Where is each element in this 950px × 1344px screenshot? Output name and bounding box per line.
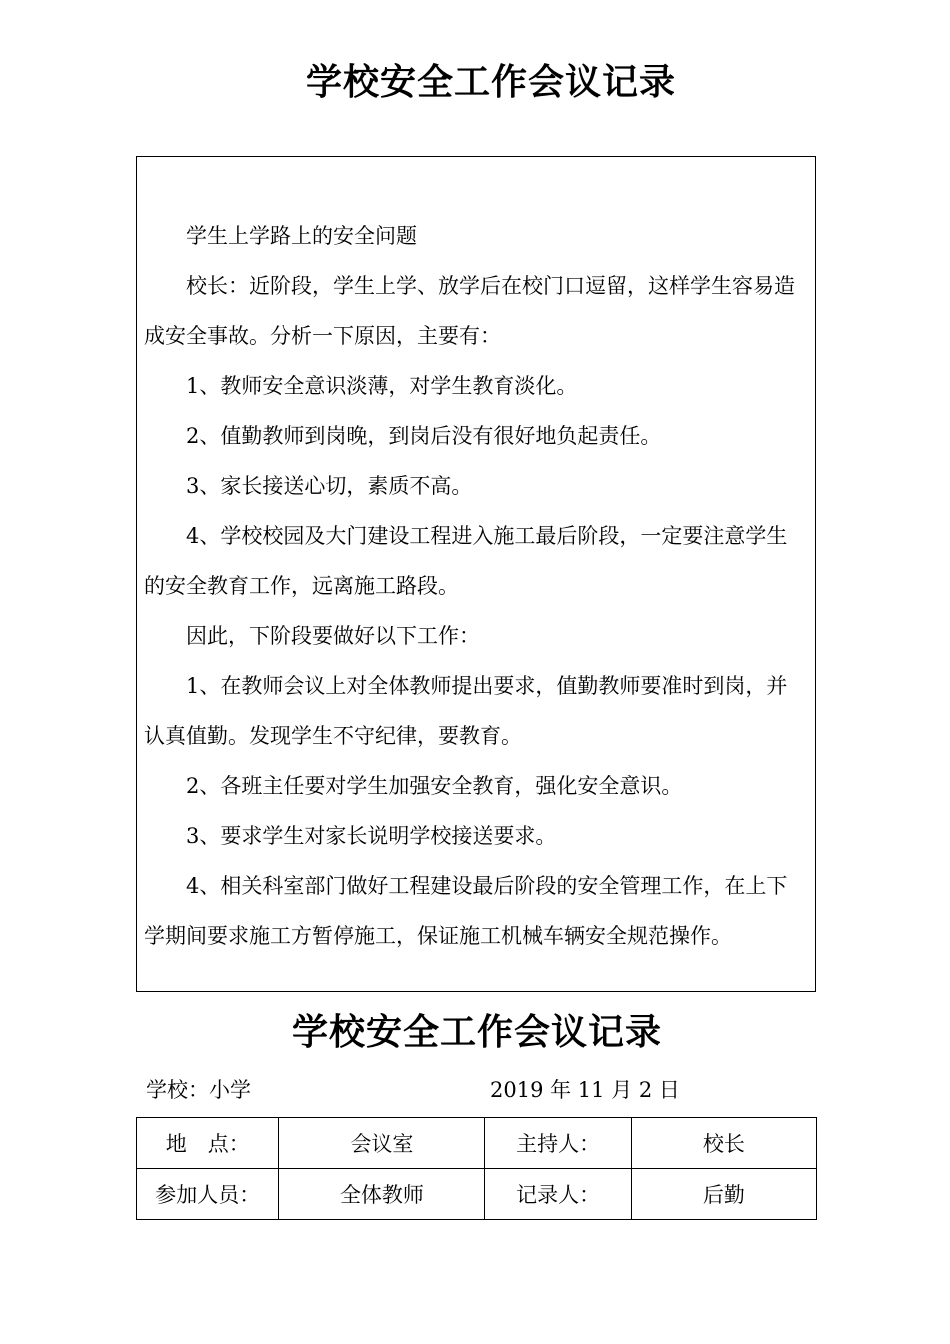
conclusion-intro: 因此，下阶段要做好以下工作： [186, 624, 480, 648]
host-value: 校长 [631, 1118, 816, 1169]
action-item-2: 2、各班主任要对学生加强安全教育，强化安全意识。 [186, 774, 683, 798]
location-label: 地 点： [137, 1118, 279, 1169]
minutes-content-box [136, 156, 816, 992]
reason-item-2: 2、值勤教师到岗晚，到岗后没有很好地负起责任。 [186, 424, 662, 448]
location-value: 会议室 [279, 1118, 485, 1169]
recorder-value: 后勤 [631, 1169, 816, 1220]
action-item-4: 4、相关科室部门做好工程建设最后阶段的安全管理工作，在上下学期间要求施工方暂停施工，保证施工机械车辆安全规范操作。 [144, 874, 788, 948]
reason-item-4: 4、学校校园及大门建设工程进入施工最后阶段，一定要注意学生的安全教育工作，远离施工路段。 [144, 524, 788, 598]
recorder-label: 记录人： [485, 1169, 631, 1220]
reason-item-3: 3、家长接送心切，素质不高。 [186, 474, 473, 498]
second-page-title: 学校安全工作会议记录 [291, 1012, 662, 1053]
host-label: 主持人： [485, 1118, 631, 1169]
school-name: 学校：小学 [146, 1078, 251, 1102]
paragraph-principal: 校长：近阶段，学生上学、放学后在校门口逗留，这样学生容易造成安全事故。分析一下原因，主要有： [144, 274, 795, 348]
topic-line: 学生上学路上的安全问题 [186, 224, 417, 248]
reason-item-1: 1、教师安全意识淡薄，对学生教育淡化。 [186, 374, 578, 398]
attendees-value: 全体教师 [279, 1169, 485, 1220]
attendees-label: 参加人员： [137, 1169, 279, 1220]
table-row [137, 1169, 817, 1220]
meeting-info-table [136, 1117, 817, 1220]
action-item-3: 3、要求学生对家长说明学校接送要求。 [186, 824, 557, 848]
action-item-1: 1、在教师会议上对全体教师提出要求，值勤教师要准时到岗，并认真值勤。发现学生不守纪律，要教育。 [144, 674, 788, 748]
page-title: 学校安全工作会议记录 [305, 62, 676, 103]
meeting-date: 2019 年 11 月 2 日 [490, 1078, 680, 1102]
table-row [137, 1118, 817, 1169]
